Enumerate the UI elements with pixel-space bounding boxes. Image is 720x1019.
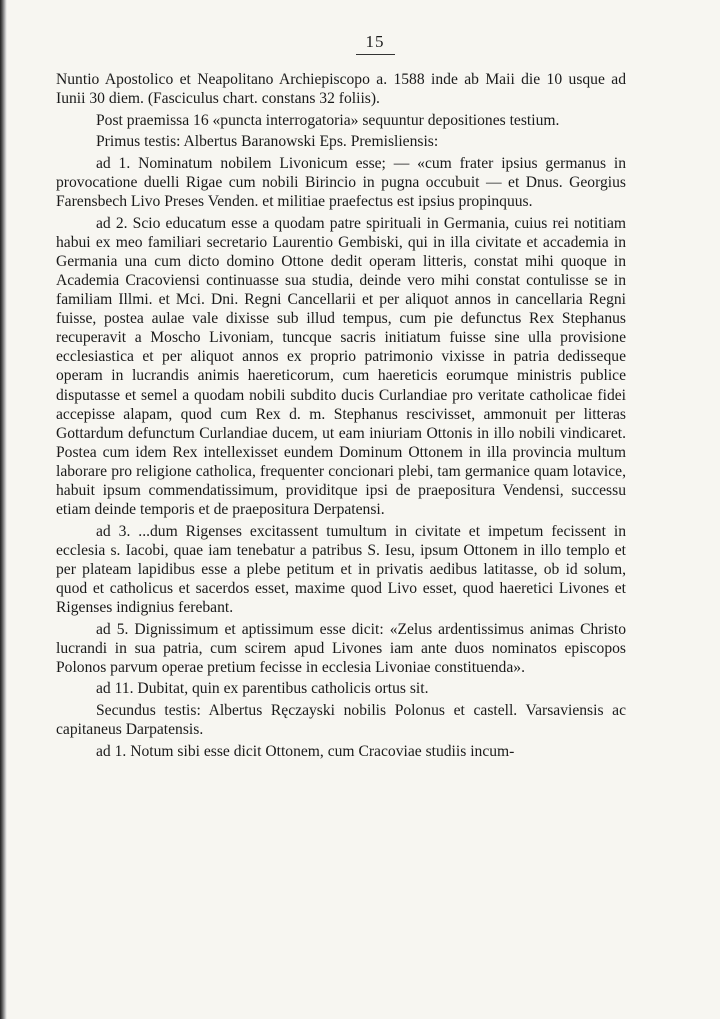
paragraph-primus-testis: Primus testis: Albertus Baranowski Eps. Premisliensis: — [96, 133, 439, 151]
body-text — [56, 70, 626, 761]
paragraph-secundus-testis: Secundus testis: Albertus Ręczayski nobilis Polonus et castell. Varsaviensis ac capitaneus Darpatensis. — [56, 702, 626, 739]
binding-edge — [0, 0, 7, 1019]
page-number-text: 15 — [356, 32, 395, 55]
paragraph-ad-2: ad 2. Scio educatum esse a quodam patre spirituali in Germania, cuius rei notitiam habui ex meo familiari secretario Laurentio Gembiski, qui in illa civitate et accademia in Germania una cum dicto domino Ottone dedit operam litteris, constat mihi quoque in Academia Cracoviensi continuasse sua studia, deinde vero mihi constat contulisse se in familiam Illmi. et Mci. Dni. Regni Cancellarii et per aliquot annos in cancellaria Regni fuisse, postea aulae vale dixisse sub illud tempus, cum pie defunctus Rex Stephanus recuperavit a Moscho Livoniam, tuncque sacris initiatum fuisse sine ulla provisione ecclesiastica et per aliquot annos ex proprio patrimonio vixisse in patria dedisseque operam in lucrandis animis haereticorum, cum haereticis eorumque ministris publice disputasse et semel a quodam nobili subdito ducis Curlandiae pro veritate catholicae fidei accepisse alapam, quod cum Rex d. m. Stephanus rescivisset, ammonuit per litteras Gottardum defunctum Curlandiae ducem, ut eam iniuriam Ottonis in illo nobili vindicaret. Postea cum idem Rex intellexisset eundem Dominum Ottonem in illa provincia multum laborare pro religione catholica, frequenter concionari plebi, tam germanice quam lotavice, habuit ipsum commendatissimum, providitque ipsi de praepositura Vendensi, successu etiam deinde temporis et de praepositura Derpatensi. — [56, 214, 626, 519]
paragraph-ad-5: ad 5. Dignissimum et aptissimum esse dicit: «Zelus ardentissimus animas Christo lucrandi in sua patria, cum scirem apud Livones iam ante duos nominatos episcopos Polonos parvum operae pretium fecisse in ecclesia Livoniae constituenda». — [56, 620, 626, 676]
paragraph-puncta: Post praemissa 16 «puncta interrogatoria» sequuntur depositiones testium. — [96, 111, 560, 129]
paragraph-ad-1: ad 1. Nominatum nobilem Livonicum esse; — «cum frater ipsius germanus in provocatione duelli Rigae cum nobili Birincio in pugna occubuit — et Dnus. Georgius Farensbech Livo Preses Venden. et militiae praefectus est ipsius propinquus. — [56, 154, 626, 211]
paragraph-ad-1-secundus: ad 1. Notum sibi esse dicit Ottonem, cum Cracoviae studiis incum- — [96, 742, 515, 760]
paragraph-ad-11: ad 11. Dubitat, quin ex parentibus catholicis ortus sit. — [96, 680, 429, 698]
paragraph-ad-3: ad 3. ...dum Rigenses excitassent tumultum in civitate et impetum fecissent in ecclesia s. Iacobi, quae iam tenebatur a patribus S. Iesu, ipsum Ottonem in illo templo et per plateam lapidibus esse a plebe petitum et in privatis aedibus latitasse, ob id solum, quod et catholicus et sacerdos esset, maxime quod Livo esset, quod haeretici Livones et Rigenses indignius ferebant. — [56, 522, 626, 617]
page-number — [0, 32, 720, 55]
paragraph-intro-continuation: Nuntio Apostolico et Neapolitano Archiepiscopo a. 1588 inde ab Maii die 10 usque ad Iunii 30 diem. (Fasciculus chart. constans 32 foliis). — [56, 71, 626, 108]
